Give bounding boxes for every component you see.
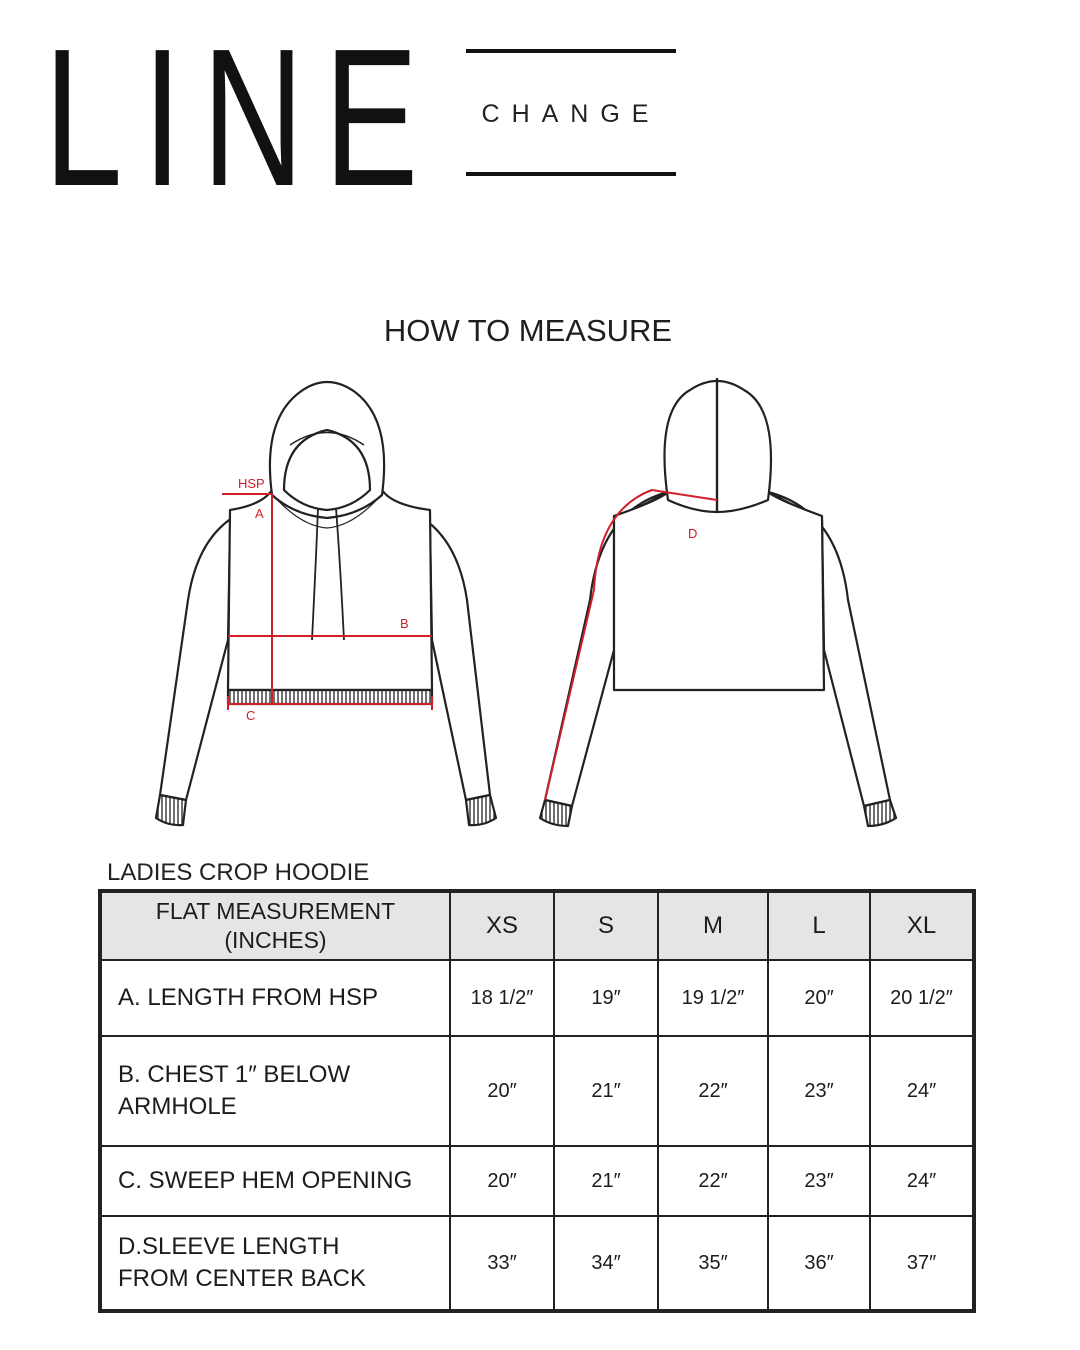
table-cell: 22″ <box>658 1146 768 1216</box>
back-body <box>614 492 824 690</box>
table-cell: 24″ <box>870 1036 974 1146</box>
table-cell: 23″ <box>768 1146 870 1216</box>
header-size-xl: XL <box>870 891 974 960</box>
label-d: D <box>688 526 698 541</box>
front-left-cuff <box>156 795 186 825</box>
table-cell: 22″ <box>658 1036 768 1146</box>
product-name: LADIES CROP HOODIE <box>107 859 370 886</box>
table-cell: 33″ <box>450 1216 554 1311</box>
table-cell: 35″ <box>658 1216 768 1311</box>
brand-logo-word: LINE <box>44 8 439 227</box>
front-right-cuff <box>466 795 496 825</box>
table-header-row <box>100 891 974 960</box>
table-cell: 18 1/2″ <box>450 960 554 1036</box>
front-hem-band <box>228 690 432 704</box>
table-cell: 19 1/2″ <box>658 960 768 1036</box>
table-cell: 21″ <box>554 1036 658 1146</box>
table-cell: 20″ <box>450 1146 554 1216</box>
hoodie-flat-sketch <box>0 360 1080 840</box>
row-label-sleeve: D.SLEEVE LENGTH FROM CENTER BACK <box>100 1216 450 1311</box>
table-cell: 23″ <box>768 1036 870 1146</box>
row-label-length: A. LENGTH FROM HSP <box>100 960 450 1036</box>
header-size-m: M <box>658 891 768 960</box>
table-cell: 24″ <box>870 1146 974 1216</box>
table-cell: 19″ <box>554 960 658 1036</box>
label-a: A <box>255 506 264 521</box>
page-title: HOW TO MEASURE <box>383 313 673 348</box>
table-cell: 20″ <box>768 960 870 1036</box>
header-size-xs: XS <box>450 891 554 960</box>
table-row <box>100 1216 974 1311</box>
table-cell: 20 1/2″ <box>870 960 974 1036</box>
logo-bottom-rule <box>466 172 676 176</box>
row-label-chest: B. CHEST 1″ BELOW ARMHOLE <box>100 1036 450 1146</box>
table-row <box>100 960 974 1036</box>
table-cell: 21″ <box>554 1146 658 1216</box>
logo-top-rule <box>466 49 676 53</box>
hoodie-front-view <box>156 382 496 825</box>
back-right-cuff <box>864 800 896 826</box>
header-size-s: S <box>554 891 658 960</box>
measurement-diagram <box>0 360 1080 840</box>
table-row <box>100 1036 974 1146</box>
back-left-cuff <box>540 800 572 826</box>
header-size-l: L <box>768 891 870 960</box>
table-cell: 20″ <box>450 1036 554 1146</box>
table-row <box>100 1146 974 1216</box>
row-label-sweep: C. SWEEP HEM OPENING <box>100 1146 450 1216</box>
hoodie-back-view <box>540 378 896 826</box>
table-cell: 34″ <box>554 1216 658 1311</box>
header-flat-measurement: FLAT MEASUREMENT (INCHES) <box>100 891 450 960</box>
size-chart-table <box>98 889 976 1313</box>
brand-logo-subtitle: CHANGE <box>481 100 661 128</box>
label-b: B <box>400 616 409 631</box>
label-hsp: HSP <box>238 476 265 491</box>
label-c: C <box>246 708 256 723</box>
table-cell: 36″ <box>768 1216 870 1311</box>
table-cell: 37″ <box>870 1216 974 1311</box>
